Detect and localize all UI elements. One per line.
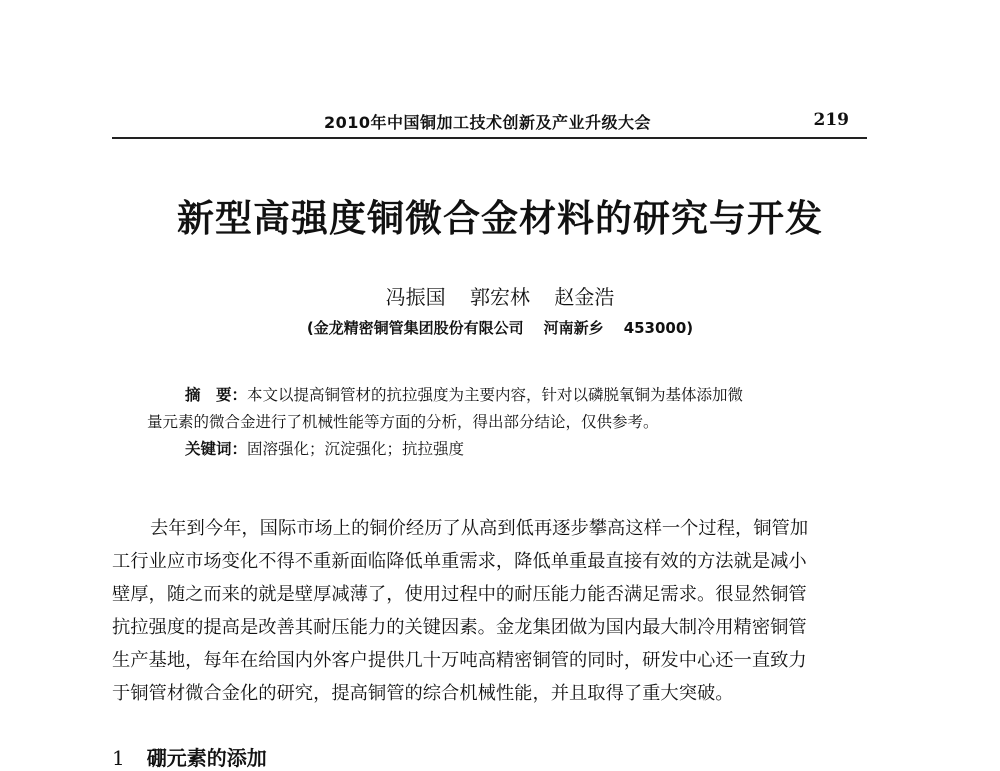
section-heading xyxy=(112,742,267,771)
body-line: 去年到今年，国际市场上的铜价经历了从高到低再逐步攀高这样一个过程，铜管加 xyxy=(150,518,809,539)
author-name: 赵金浩 xyxy=(554,285,615,309)
abstract-block xyxy=(147,382,837,463)
header-rule xyxy=(112,137,867,139)
keywords-line xyxy=(147,436,837,463)
abstract-line: 量元素的微合金进行了机械性能等方面的分析，得出部分结论，仅供参考。 xyxy=(147,413,659,431)
body-line: 壁厚，随之而来的就是壁厚减薄了，使用过程中的耐压能力能否满足需求。很显然铜管 xyxy=(112,584,807,605)
conference-name: 2010年中国铜加工技术创新及产业升级大会 xyxy=(324,113,652,132)
body-paragraph xyxy=(112,512,872,710)
keywords-text: 固溶强化；沉淀强化；抗拉强度 xyxy=(247,440,465,458)
affiliation-postcode: 453000) xyxy=(623,319,694,337)
body-line: 于铜管材微合金化的研究，提高铜管的综合机械性能，并且取得了重大突破。 xyxy=(112,683,734,704)
abstract-label: 摘 要： xyxy=(185,386,248,404)
affiliation-city: 河南新乡 xyxy=(543,319,604,337)
page-number: 219 xyxy=(813,110,849,130)
author-name: 冯振国 xyxy=(385,285,446,309)
affiliation-org: (金龙精密铜管集团股份有限公司 xyxy=(306,319,524,337)
paper-title: 新型高强度铜微合金材料的研究与开发 xyxy=(177,196,823,240)
body-line: 工行业应市场变化不得不重新面临降低单重需求，降低单重最直接有效的方法就是减小 xyxy=(112,551,807,572)
abstract-text: 本文以提高铜管材的抗拉强度为主要内容，针对以磷脱氧铜为基体添加微 xyxy=(247,386,744,404)
running-header xyxy=(112,108,867,134)
keywords-label: 关键词： xyxy=(185,440,248,458)
author-name: 郭宏林 xyxy=(470,285,530,309)
body-line: 抗拉强度的提高是改善其耐压能力的关键因素。金龙集团做为国内最大制冷用精密铜管 xyxy=(112,617,807,638)
body-line: 生产基地，每年在给国内外客户提供几十万吨高精密铜管的同时，研发中心还一直致力 xyxy=(112,650,807,671)
author-list xyxy=(0,281,1000,310)
section-number: 1 xyxy=(112,746,125,770)
affiliation xyxy=(0,317,1000,338)
abstract-line xyxy=(147,382,837,409)
section-title: 硼元素的添加 xyxy=(146,746,267,770)
